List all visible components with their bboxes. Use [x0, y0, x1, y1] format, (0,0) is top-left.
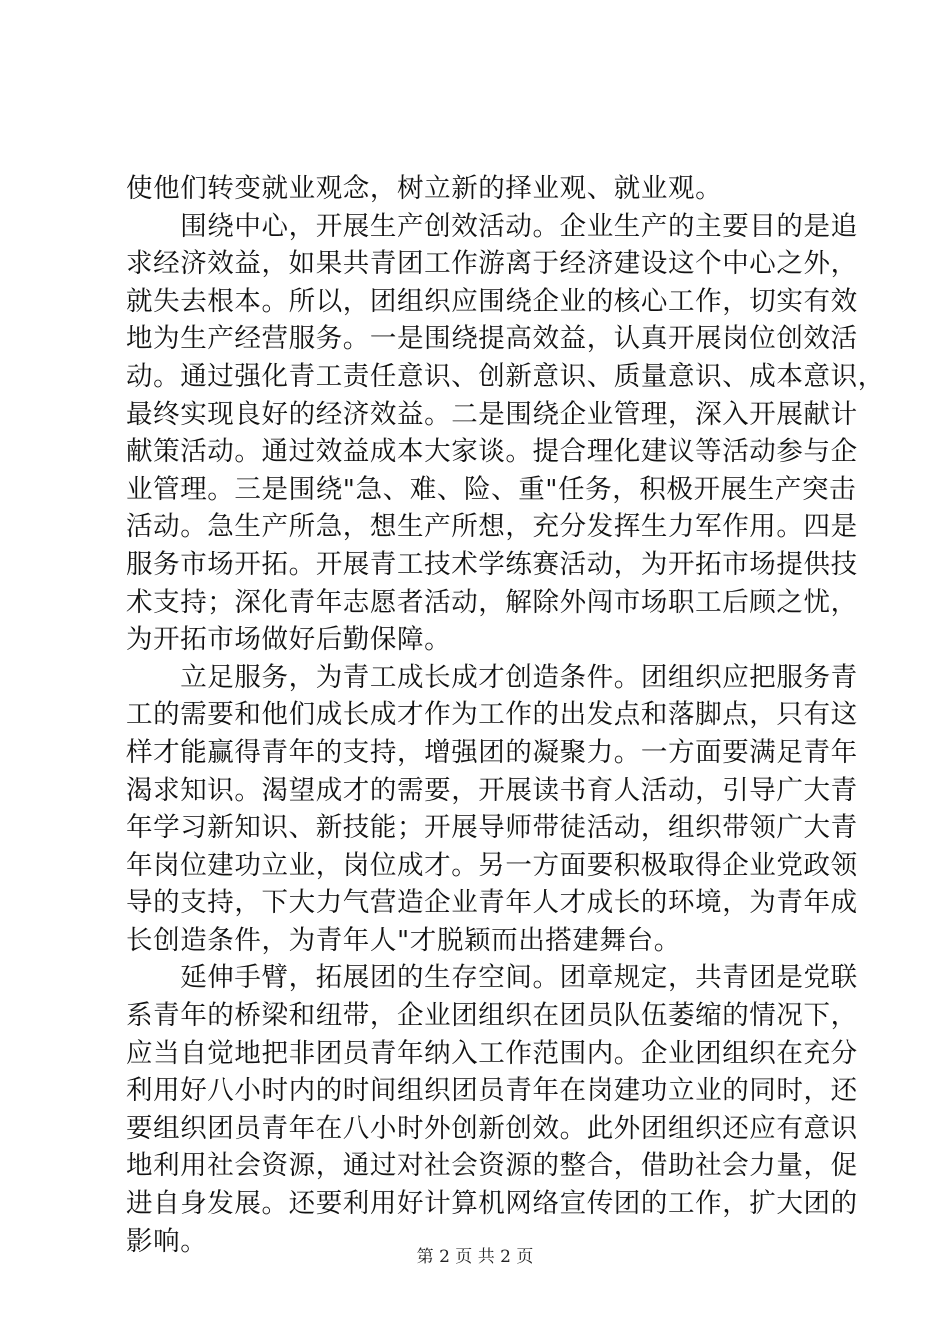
text-line: 服务市场开拓。开展青工技术学练赛活动，为开拓市场提供技	[126, 548, 858, 580]
text-line: 术支持；深化青年志愿者活动，解除外闯市场职工后顾之忧，	[126, 586, 858, 618]
text-line: 长创造条件，为青年人"才脱颖而出搭建舞台。	[126, 924, 681, 956]
text-line: 地为生产经营服务。一是围绕提高效益，认真开展岗位创效活	[126, 323, 858, 355]
text-line: 工的需要和他们成长成才作为工作的出发点和落脚点，只有这	[126, 699, 858, 731]
text-line: 就失去根本。所以，团组织应围绕企业的核心工作，切实有效	[126, 285, 858, 317]
text-line: 活动。急生产所急，想生产所想，充分发挥生力军作用。四是	[126, 511, 858, 543]
text-line: 献策活动。通过效益成本大家谈。提合理化建议等活动参与企	[126, 436, 858, 468]
text-line: 最终实现良好的经济效益。二是围绕企业管理，深入开展献计	[126, 398, 858, 430]
text-line: 动。通过强化青工责任意识、创新意识、质量意识、成本意识，	[126, 360, 885, 392]
text-line: 样才能赢得青年的支持，增强团的凝聚力。一方面要满足青年	[126, 736, 858, 768]
text-line: 导的支持，下大力气营造企业青年人才成长的环境，为青年成	[126, 887, 858, 919]
text-line: 要组织团员青年在八小时外创新创效。此外团组织还应有意识	[126, 1112, 858, 1144]
text-line: 渴求知识。渴望成才的需要，开展读书育人活动，引导广大青	[126, 774, 858, 806]
text-line: 系青年的桥梁和纽带，企业团组织在团员队伍萎缩的情况下，	[126, 1000, 858, 1032]
text-line: 进自身发展。还要利用好计算机网络宣传团的工作，扩大团的	[126, 1188, 858, 1220]
text-line: 应当自觉地把非团员青年纳入工作范围内。企业团组织在充分	[126, 1037, 858, 1069]
page-number-footer: 第 2 页 共 2 页	[416, 1247, 534, 1267]
text-line: 影响。	[126, 1225, 208, 1257]
text-line: 延伸手臂，拓展团的生存空间。团章规定，共青团是党联	[126, 962, 858, 994]
text-line: 求经济效益，如果共青团工作游离于经济建设这个中心之外，	[126, 248, 858, 280]
text-line: 为开拓市场做好后勤保障。	[126, 624, 452, 656]
text-line: 地利用社会资源，通过对社会资源的整合，借助社会力量，促	[126, 1150, 858, 1182]
text-line: 使他们转变就业观念，树立新的择业观、就业观。	[126, 173, 723, 204]
text-line: 利用好八小时内的时间组织团员青年在岗建功立业的同时，还	[126, 1075, 858, 1107]
text-line: 年岗位建功立业，岗位成才。另一方面要积极取得企业党政领	[126, 849, 858, 881]
text-line: 立足服务，为青工成长成才创造条件。团组织应把服务青	[126, 661, 858, 693]
document-body	[126, 170, 885, 1260]
text-line: 围绕中心，开展生产创效活动。企业生产的主要目的是追	[126, 210, 858, 242]
text-line: 年学习新知识、新技能；开展导师带徒活动，组织带领广大青	[126, 812, 858, 844]
text-line: 业管理。三是围绕"急、难、险、重"任务，积极开展生产突击	[126, 473, 857, 505]
